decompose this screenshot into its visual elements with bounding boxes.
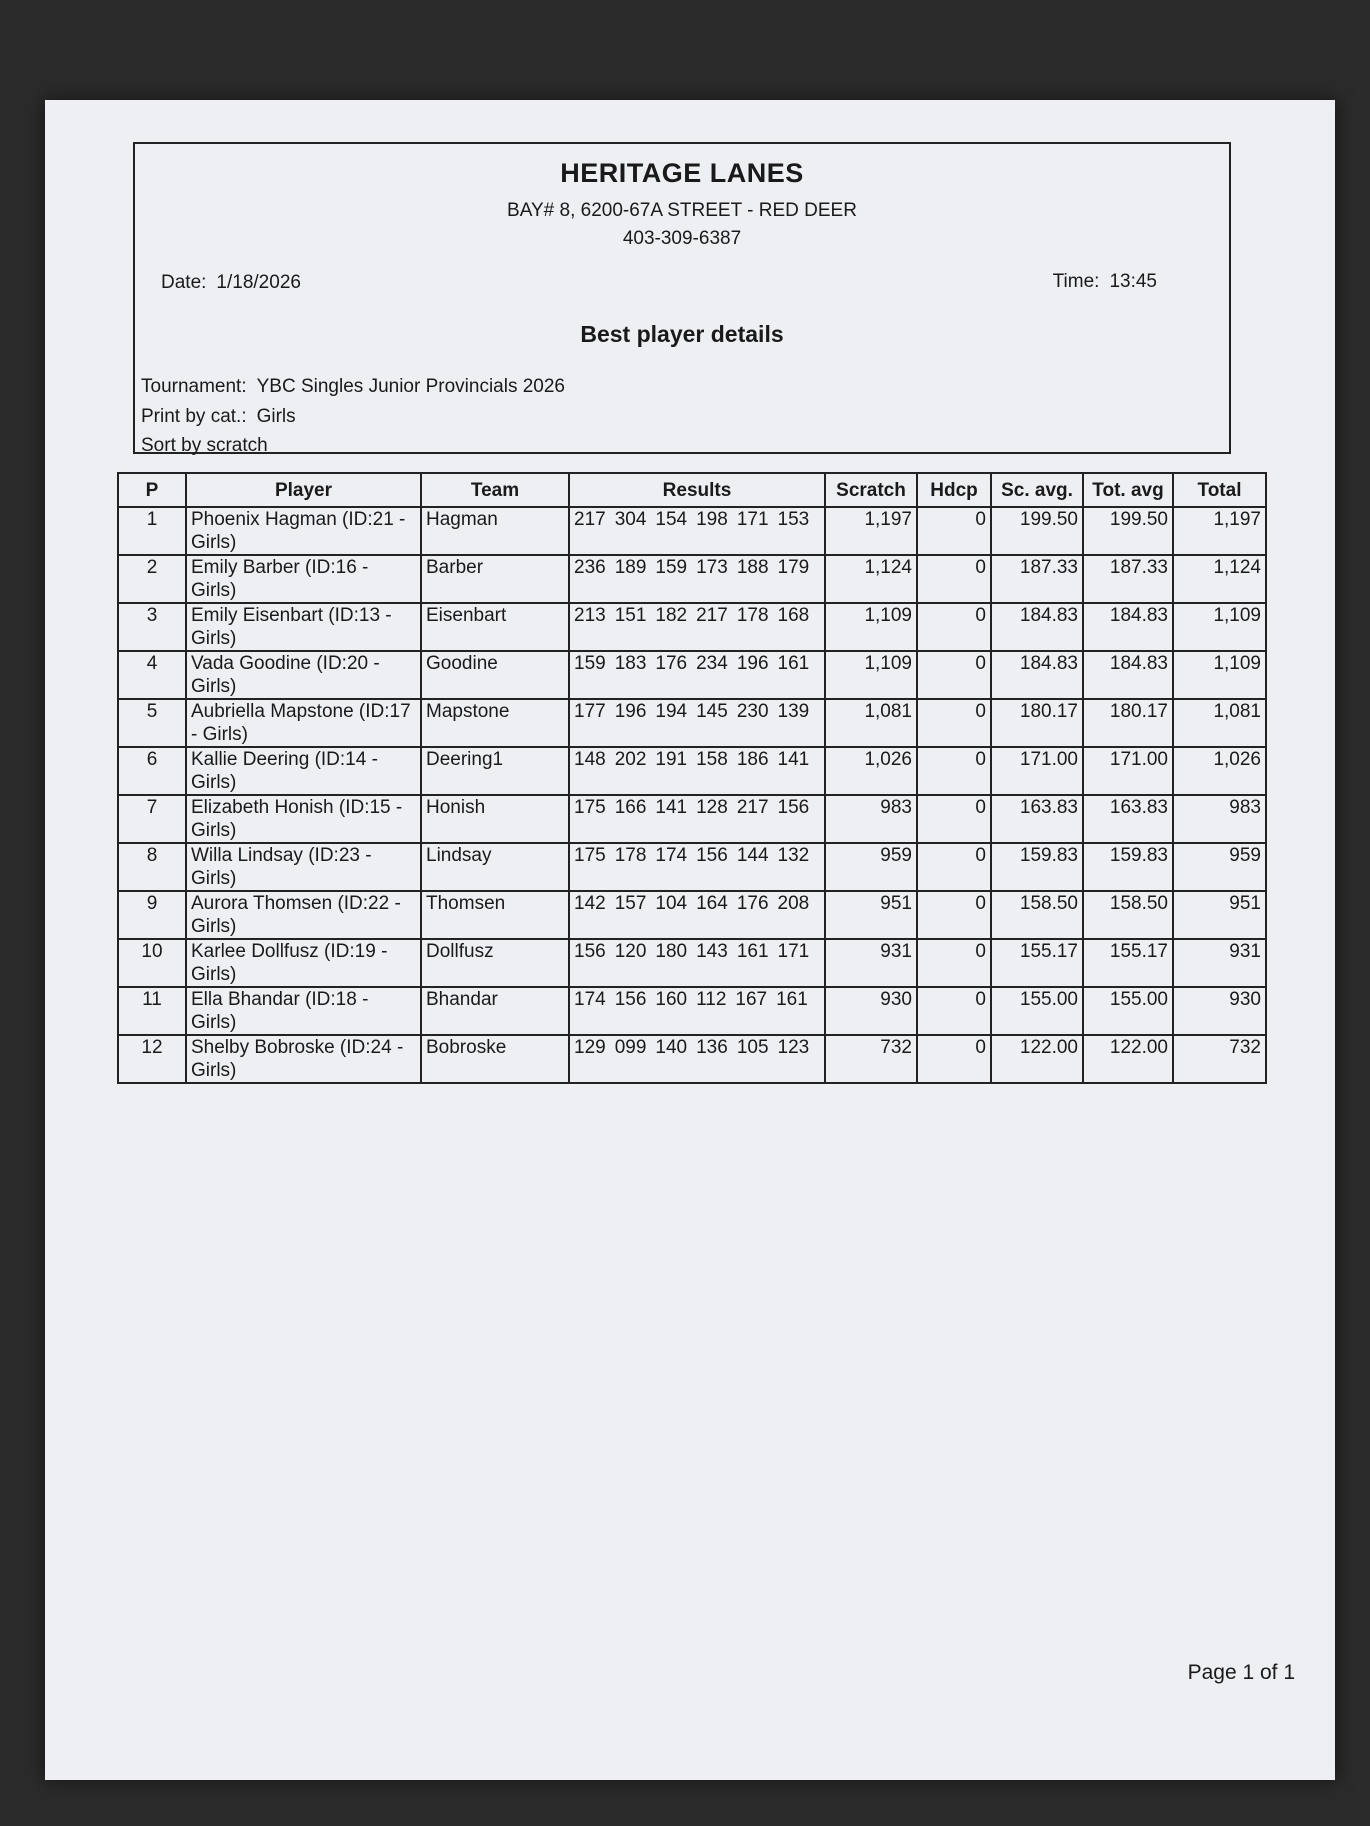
game-score: 145 [696, 701, 728, 722]
hdcp-cell: 0 [917, 555, 991, 603]
results-cell [569, 795, 825, 843]
game-score: 120 [614, 941, 647, 962]
scratch-cell: 951 [825, 891, 917, 939]
venue-address: BAY# 8, 6200-67A STREET - RED DEER [507, 200, 857, 221]
sc-avg-cell: 155.00 [991, 987, 1083, 1035]
report-header [133, 142, 1231, 454]
time-value: 13:45 [1109, 271, 1157, 292]
team-cell: Barber [421, 555, 569, 603]
scratch-cell: 1,081 [825, 699, 917, 747]
table-row [118, 507, 1266, 555]
results-cell [569, 603, 825, 651]
tot-avg-cell: 171.00 [1083, 747, 1173, 795]
date-value: 1/18/2026 [216, 272, 301, 293]
game-score: 167 [735, 989, 768, 1010]
player-cell: Phoenix Hagman (ID:21 - Girls) [186, 507, 421, 555]
game-score: 099 [614, 1037, 647, 1058]
game-score: 180 [655, 941, 688, 962]
team-cell: Mapstone [421, 699, 569, 747]
game-score: 166 [614, 797, 647, 818]
results-cell [569, 939, 825, 987]
table-row [118, 987, 1266, 1035]
col-header-tot-avg: Tot. avg [1083, 473, 1173, 507]
game-score: 174 [655, 845, 688, 866]
game-score: 174 [574, 989, 606, 1010]
position-cell: 12 [118, 1035, 186, 1083]
game-score: 112 [696, 989, 727, 1010]
tournament-value: YBC Singles Junior Provincials 2026 [256, 376, 566, 397]
game-score: 213 [574, 605, 606, 626]
team-cell: Thomsen [421, 891, 569, 939]
position-cell: 8 [118, 843, 186, 891]
tot-avg-cell: 199.50 [1083, 507, 1173, 555]
game-score: 156 [777, 797, 810, 818]
player-cell: Willa Lindsay (ID:23 - Girls) [186, 843, 421, 891]
scratch-cell: 1,026 [825, 747, 917, 795]
player-cell: Kallie Deering (ID:14 - Girls) [186, 747, 421, 795]
game-score: 129 [574, 1037, 606, 1058]
col-header-player: Player [186, 473, 421, 507]
tournament-label: Tournament: [141, 376, 247, 397]
player-cell: Emily Eisenbart (ID:13 - Girls) [186, 603, 421, 651]
sc-avg-cell: 184.83 [991, 651, 1083, 699]
game-score: 196 [736, 653, 769, 674]
game-score: 176 [736, 893, 769, 914]
team-cell: Honish [421, 795, 569, 843]
total-cell: 983 [1173, 795, 1266, 843]
total-cell: 732 [1173, 1035, 1266, 1083]
col-header-p: P [118, 473, 186, 507]
game-score: 153 [777, 509, 810, 530]
table-row [118, 699, 1266, 747]
game-score: 230 [736, 701, 769, 722]
game-score: 171 [777, 941, 810, 962]
sort-line: Sort by scratch [141, 435, 268, 456]
report-date [161, 272, 301, 294]
game-score: 128 [696, 797, 728, 818]
scratch-cell: 931 [825, 939, 917, 987]
position-cell: 10 [118, 939, 186, 987]
team-cell: Dollfusz [421, 939, 569, 987]
table-header-row [118, 473, 1266, 507]
game-score: 189 [614, 557, 647, 578]
hdcp-cell: 0 [917, 939, 991, 987]
sc-avg-cell: 180.17 [991, 699, 1083, 747]
col-header-scratch: Scratch [825, 473, 917, 507]
sc-avg-cell: 184.83 [991, 603, 1083, 651]
game-score: 236 [574, 557, 606, 578]
game-score: 188 [736, 557, 769, 578]
game-score: 143 [696, 941, 728, 962]
game-score: 151 [614, 605, 647, 626]
scratch-cell: 983 [825, 795, 917, 843]
game-score: 144 [736, 845, 769, 866]
printed-page [45, 100, 1335, 1780]
total-cell: 1,109 [1173, 603, 1266, 651]
player-cell: Elizabeth Honish (ID:15 - Girls) [186, 795, 421, 843]
game-score: 304 [614, 509, 647, 530]
team-cell: Deering1 [421, 747, 569, 795]
game-score: 157 [614, 893, 647, 914]
position-cell: 6 [118, 747, 186, 795]
game-score: 161 [736, 941, 769, 962]
game-score: 178 [736, 605, 769, 626]
player-cell: Aubriella Mapstone (ID:17 - Girls) [186, 699, 421, 747]
game-score: 175 [574, 845, 606, 866]
sc-avg-cell: 159.83 [991, 843, 1083, 891]
col-header-results: Results [569, 473, 825, 507]
table-row [118, 891, 1266, 939]
col-header-team: Team [421, 473, 569, 507]
category-value: Girls [256, 406, 296, 427]
player-cell: Aurora Thomsen (ID:22 - Girls) [186, 891, 421, 939]
game-score: 208 [777, 893, 810, 914]
page-number: Page 1 of 1 [1187, 1661, 1295, 1684]
game-score: 139 [777, 701, 810, 722]
table-body [118, 507, 1266, 1083]
tot-avg-cell: 155.00 [1083, 987, 1173, 1035]
position-cell: 11 [118, 987, 186, 1035]
hdcp-cell: 0 [917, 1035, 991, 1083]
team-cell: Eisenbart [421, 603, 569, 651]
venue-phone: 403-309-6387 [622, 228, 742, 249]
sc-avg-cell: 158.50 [991, 891, 1083, 939]
tournament-line [141, 376, 565, 398]
hdcp-cell: 0 [917, 603, 991, 651]
game-score: 234 [696, 653, 728, 674]
results-cell [569, 747, 825, 795]
table-row [118, 555, 1266, 603]
total-cell: 951 [1173, 891, 1266, 939]
total-cell: 1,109 [1173, 651, 1266, 699]
col-header-hdcp: Hdcp [917, 473, 991, 507]
sc-avg-cell: 199.50 [991, 507, 1083, 555]
tot-avg-cell: 155.17 [1083, 939, 1173, 987]
position-cell: 3 [118, 603, 186, 651]
scratch-cell: 1,197 [825, 507, 917, 555]
results-cell [569, 1035, 825, 1083]
date-label: Date: [161, 272, 207, 293]
team-cell: Bhandar [421, 987, 569, 1035]
results-cell [569, 699, 825, 747]
results-cell [569, 987, 825, 1035]
scratch-cell: 1,124 [825, 555, 917, 603]
game-score: 217 [736, 797, 769, 818]
tot-avg-cell: 158.50 [1083, 891, 1173, 939]
table-row [118, 651, 1266, 699]
game-score: 141 [777, 749, 810, 770]
game-score: 177 [574, 701, 606, 722]
category-label: Print by cat.: [141, 406, 247, 427]
team-cell: Bobroske [421, 1035, 569, 1083]
game-score: 176 [655, 653, 688, 674]
game-score: 182 [655, 605, 688, 626]
position-cell: 4 [118, 651, 186, 699]
position-cell: 1 [118, 507, 186, 555]
game-score: 160 [655, 989, 688, 1010]
col-header-total: Total [1173, 473, 1266, 507]
game-score: 142 [574, 893, 606, 914]
game-score: 158 [696, 749, 728, 770]
game-score: 156 [696, 845, 728, 866]
total-cell: 1,081 [1173, 699, 1266, 747]
report-time [1053, 271, 1157, 293]
tot-avg-cell: 122.00 [1083, 1035, 1173, 1083]
player-cell: Emily Barber (ID:16 - Girls) [186, 555, 421, 603]
total-cell: 1,197 [1173, 507, 1266, 555]
game-score: 159 [574, 653, 606, 674]
results-cell [569, 891, 825, 939]
team-cell: Goodine [421, 651, 569, 699]
table-row [118, 1035, 1266, 1083]
game-score: 217 [696, 605, 728, 626]
game-score: 198 [696, 509, 728, 530]
game-score: 148 [574, 749, 606, 770]
game-score: 156 [614, 989, 647, 1010]
game-score: 161 [776, 989, 808, 1010]
scratch-cell: 930 [825, 987, 917, 1035]
total-cell: 1,026 [1173, 747, 1266, 795]
game-score: 141 [655, 797, 688, 818]
game-score: 179 [777, 557, 810, 578]
game-score: 191 [655, 749, 688, 770]
game-score: 104 [655, 893, 688, 914]
time-label: Time: [1052, 271, 1100, 292]
table-row [118, 939, 1266, 987]
player-cell: Shelby Bobroske (ID:24 - Girls) [186, 1035, 421, 1083]
tot-avg-cell: 180.17 [1083, 699, 1173, 747]
hdcp-cell: 0 [917, 843, 991, 891]
tot-avg-cell: 159.83 [1083, 843, 1173, 891]
game-score: 196 [614, 701, 647, 722]
game-score: 171 [736, 509, 769, 530]
category-line [141, 406, 296, 428]
hdcp-cell: 0 [917, 795, 991, 843]
game-score: 173 [696, 557, 728, 578]
game-score: 202 [614, 749, 647, 770]
game-score: 140 [655, 1037, 688, 1058]
game-score: 161 [777, 653, 810, 674]
sc-avg-cell: 155.17 [991, 939, 1083, 987]
sc-avg-cell: 122.00 [991, 1035, 1083, 1083]
results-cell [569, 651, 825, 699]
game-score: 217 [574, 509, 606, 530]
position-cell: 5 [118, 699, 186, 747]
total-cell: 1,124 [1173, 555, 1266, 603]
total-cell: 931 [1173, 939, 1266, 987]
game-score: 156 [574, 941, 606, 962]
game-score: 183 [614, 653, 647, 674]
col-header-sc-avg: Sc. avg. [991, 473, 1083, 507]
table-row [118, 795, 1266, 843]
position-cell: 9 [118, 891, 186, 939]
game-score: 154 [655, 509, 688, 530]
team-cell: Lindsay [421, 843, 569, 891]
game-score: 168 [777, 605, 810, 626]
report-title: Best player details [580, 321, 784, 347]
scratch-cell: 1,109 [825, 603, 917, 651]
game-score: 159 [655, 557, 688, 578]
player-cell: Ella Bhandar (ID:18 - Girls) [186, 987, 421, 1035]
scratch-cell: 959 [825, 843, 917, 891]
hdcp-cell: 0 [917, 891, 991, 939]
position-cell: 7 [118, 795, 186, 843]
tot-avg-cell: 184.83 [1083, 603, 1173, 651]
scratch-cell: 1,109 [825, 651, 917, 699]
position-cell: 2 [118, 555, 186, 603]
hdcp-cell: 0 [917, 651, 991, 699]
game-score: 132 [777, 845, 810, 866]
total-cell: 959 [1173, 843, 1266, 891]
results-cell [569, 843, 825, 891]
sc-avg-cell: 171.00 [991, 747, 1083, 795]
hdcp-cell: 0 [917, 747, 991, 795]
game-score: 136 [696, 1037, 728, 1058]
table-row [118, 843, 1266, 891]
results-cell [569, 555, 825, 603]
tot-avg-cell: 187.33 [1083, 555, 1173, 603]
team-cell: Hagman [421, 507, 569, 555]
results-table [117, 472, 1267, 1084]
game-score: 194 [655, 701, 688, 722]
hdcp-cell: 0 [917, 699, 991, 747]
table-row [118, 747, 1266, 795]
game-score: 164 [696, 893, 728, 914]
game-score: 178 [614, 845, 647, 866]
tot-avg-cell: 184.83 [1083, 651, 1173, 699]
table-row [118, 603, 1266, 651]
hdcp-cell: 0 [917, 987, 991, 1035]
hdcp-cell: 0 [917, 507, 991, 555]
results-cell [569, 507, 825, 555]
game-score: 186 [736, 749, 769, 770]
game-score: 105 [736, 1037, 769, 1058]
venue-name: HERITAGE LANES [560, 158, 804, 188]
total-cell: 930 [1173, 987, 1266, 1035]
sc-avg-cell: 187.33 [991, 555, 1083, 603]
sc-avg-cell: 163.83 [991, 795, 1083, 843]
game-score: 123 [777, 1037, 810, 1058]
player-cell: Vada Goodine (ID:20 - Girls) [186, 651, 421, 699]
scratch-cell: 732 [825, 1035, 917, 1083]
game-score: 175 [574, 797, 606, 818]
player-cell: Karlee Dollfusz (ID:19 - Girls) [186, 939, 421, 987]
tot-avg-cell: 163.83 [1083, 795, 1173, 843]
